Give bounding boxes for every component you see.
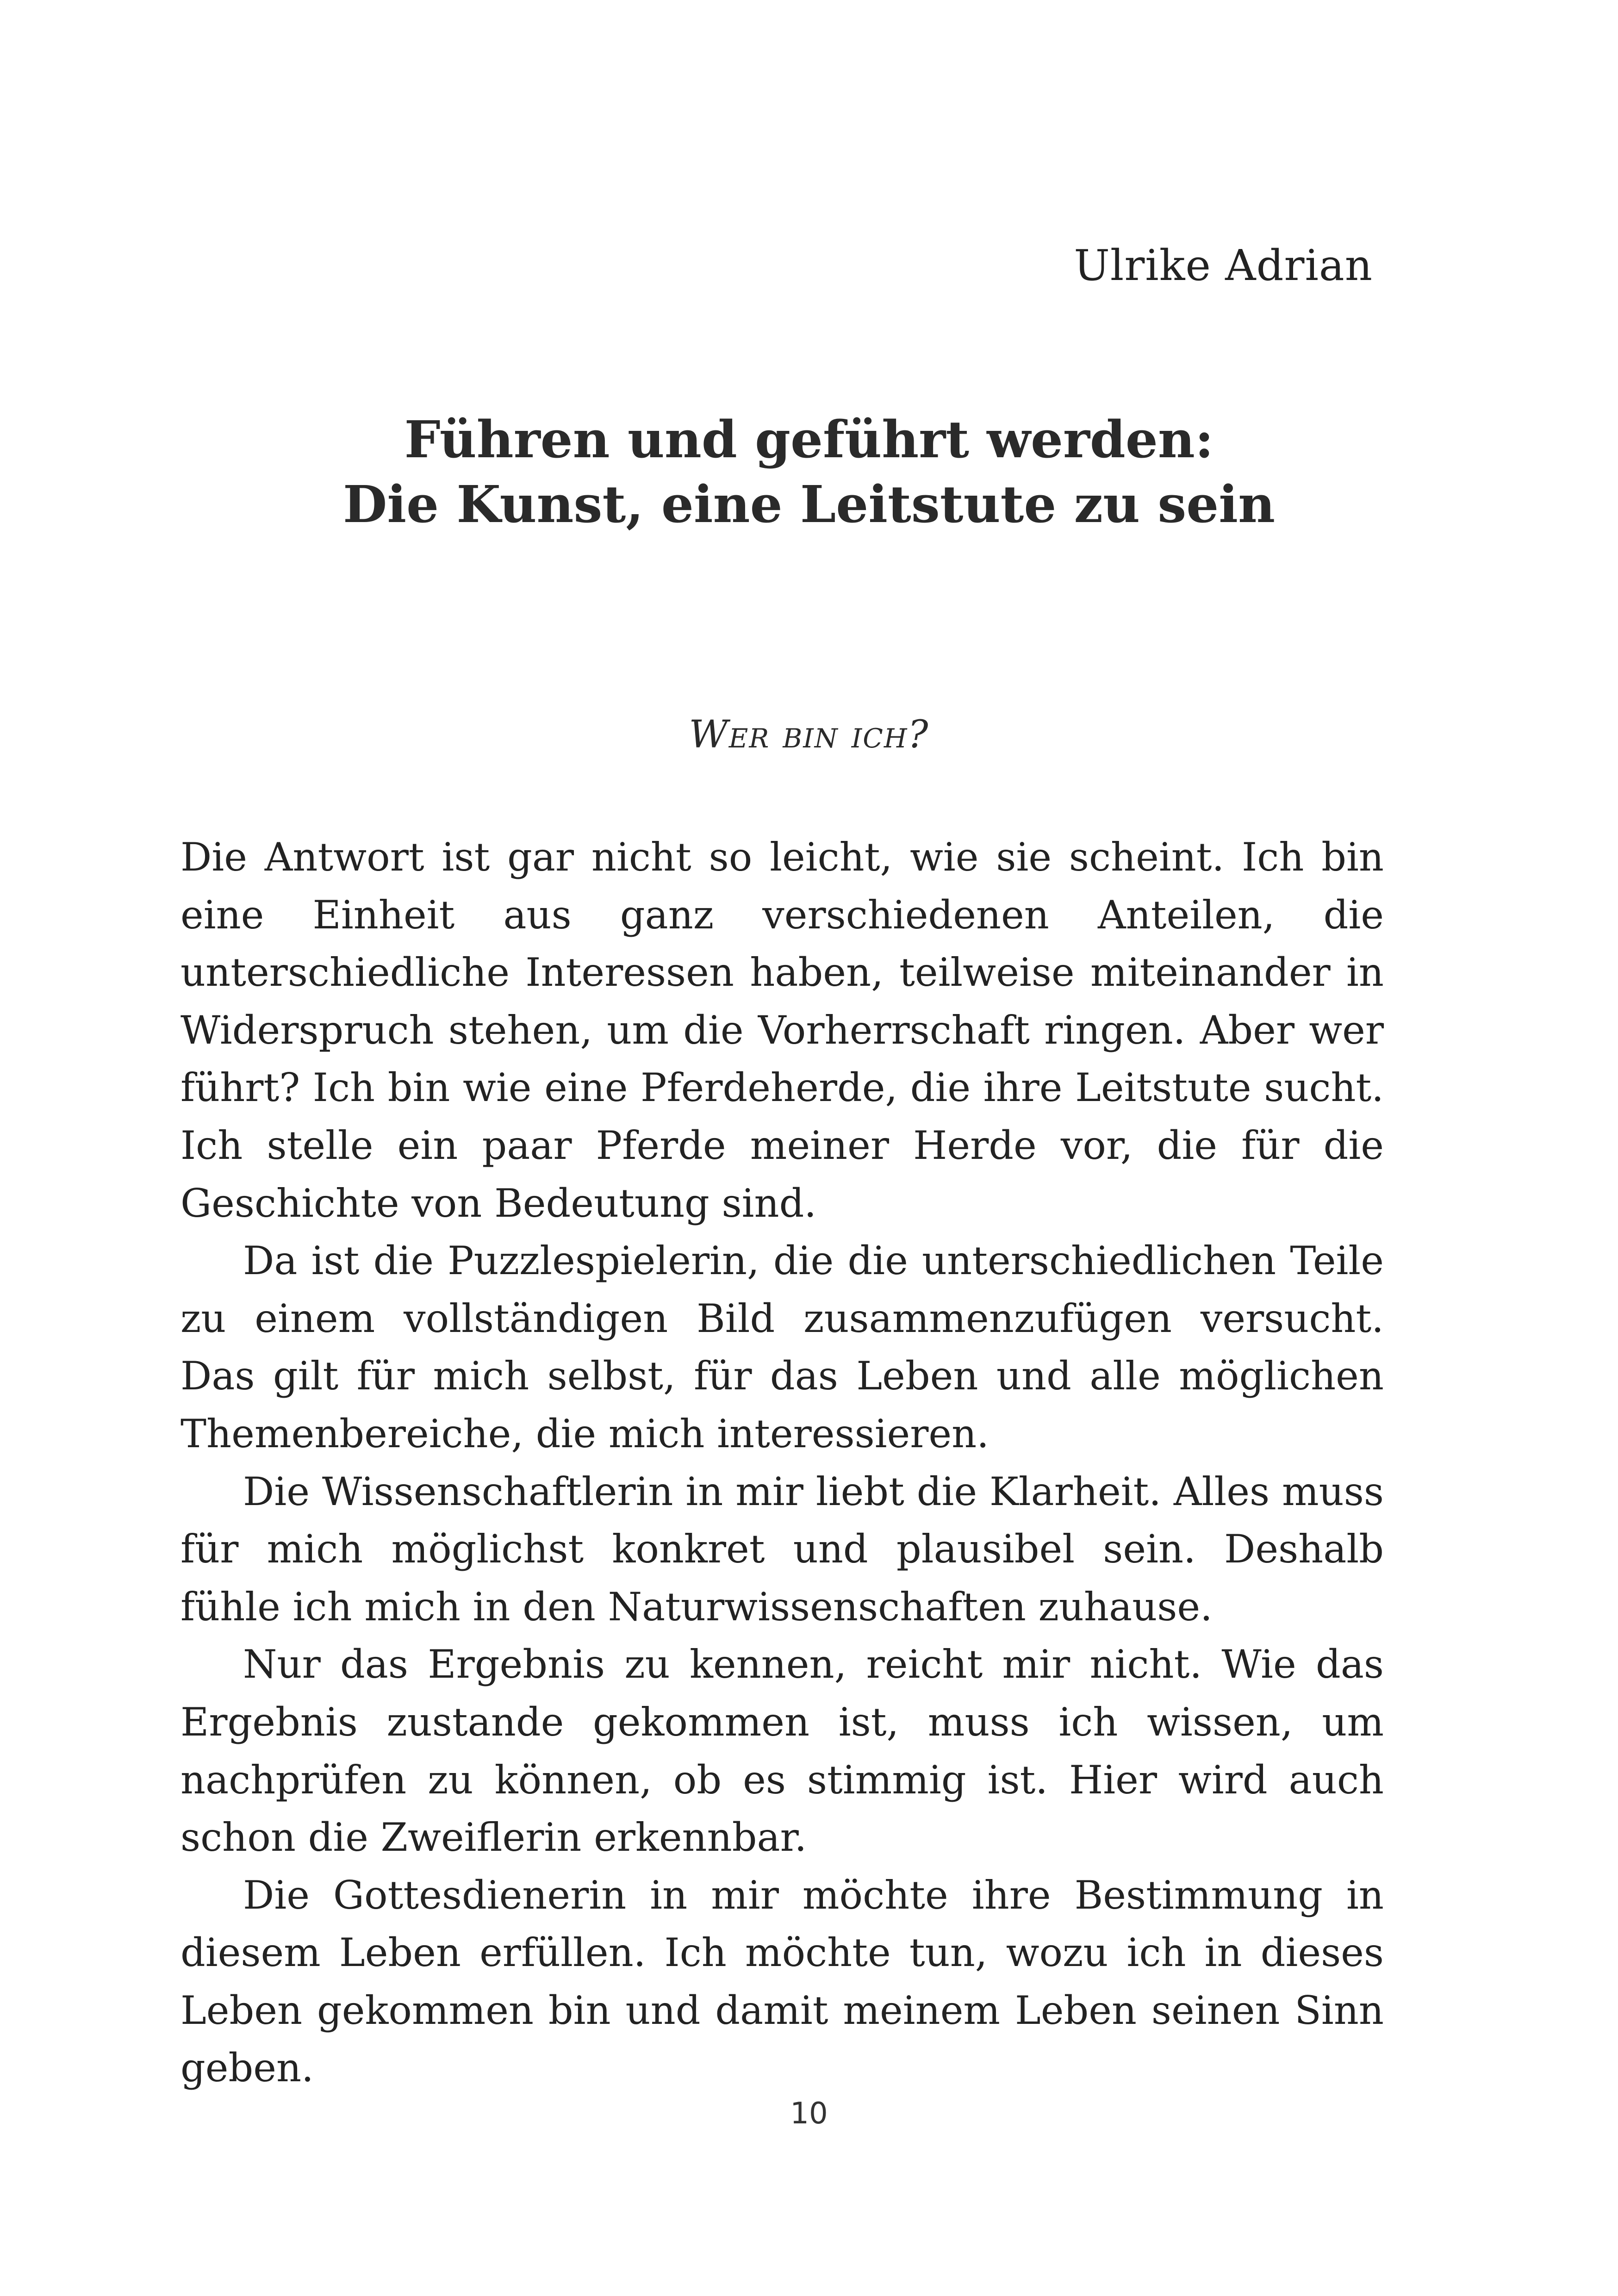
paragraph: Nur das Ergebnis zu kennen, reicht mir nicht. Wie das Ergebnis zustande gekommen ist, muss ich wissen, um nachprüfen zu können, ob es stimmig ist. Hier wird auch schon die Zweiflerin erkennbar. — [180, 1642, 1384, 1860]
section-heading: Wer bin ich? — [689, 713, 929, 757]
chapter-title-line-1: Führen und geführt werden: — [404, 410, 1214, 469]
page-number: 10 — [790, 2097, 828, 2131]
chapter-title — [0, 407, 1618, 537]
body-text — [180, 828, 1384, 2097]
paragraph: Die Antwort ist gar nicht so leicht, wie sie scheint. Ich bin eine Einheit aus ganz verschiedenen Anteilen, die unterschiedliche Interessen haben, teilweise miteinander in Widerspruch stehen, um die Vorherrschaft ringen. Aber wer führt? Ich bin wie eine Pferdeherde, die ihre Leitstute sucht. Ich stelle ein paar Pferde meiner Herde vor, die für die Geschichte von Bedeutung sind. — [180, 834, 1384, 1226]
author-name: Ulrike Adrian — [1074, 241, 1373, 290]
paragraph: Da ist die Puzzlespielerin, die die unterschiedlichen Teile zu einem vollständigen Bild zusammenzufügen versucht. Das gilt für mich selbst, für das Leben und alle möglichen Themenbereiche, die mich interessieren. — [180, 1238, 1384, 1456]
chapter-title-line-2: Die Kunst, eine Leitstute zu sein — [342, 474, 1276, 534]
paragraph: Die Wissenschaftlerin in mir liebt die Klarheit. Alles muss für mich möglichst konkret und plausibel sein. Deshalb fühle ich mich in den Naturwissenschaften zuhause. — [180, 1468, 1384, 1630]
paragraph: Die Gottesdienerin in mir möchte ihre Bestimmung in diesem Leben erfüllen. Ich möchte tun, wozu ich in dieses Leben gekommen bin und damit meinem Leben seinen Sinn geben. — [180, 1872, 1384, 2091]
